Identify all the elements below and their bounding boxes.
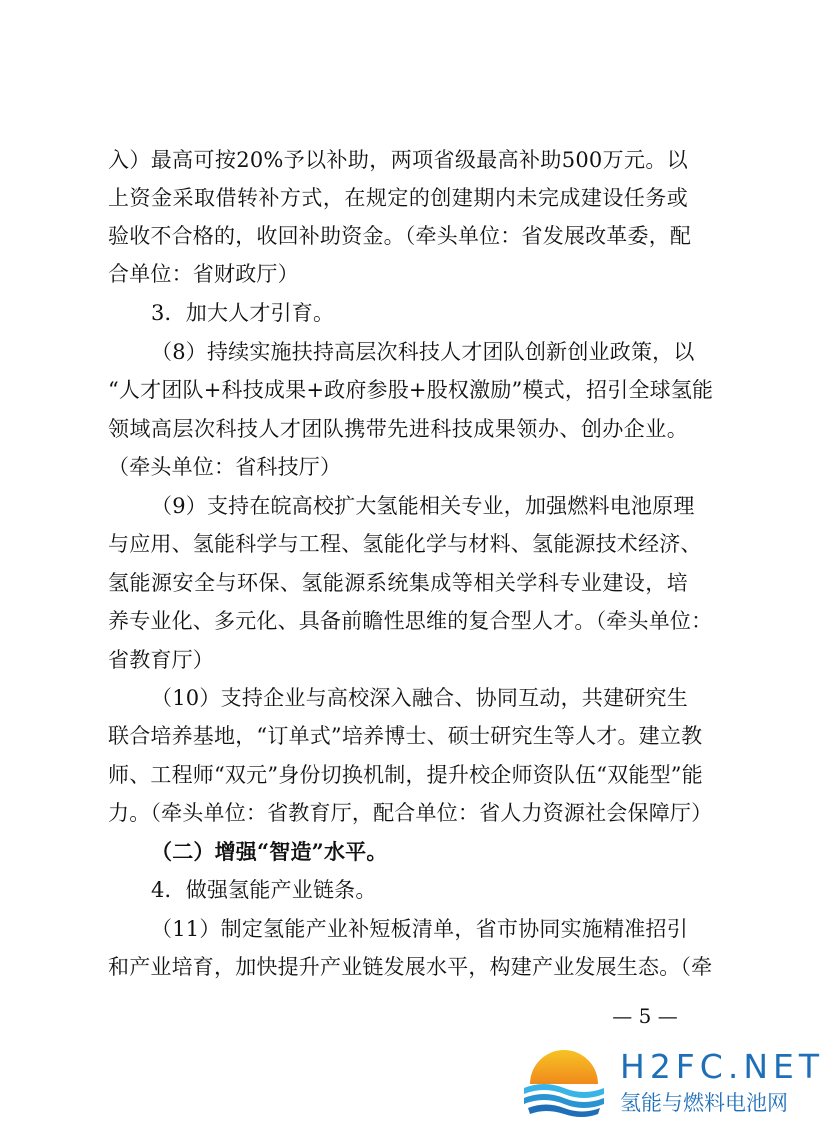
section-heading-2: （二）增强“智造”水平。 [151,839,388,864]
body-line-18: 力。（牵头单位：省教育厅，配合单位：省人力资源社会保障厅） [108,801,713,825]
body-line-16: 联合培养基地，“订单式”培养博士、硕士研究生等人才。建立教 [108,724,703,748]
body-line-8: 领域高层次科技人才团队携带先进科技成果领办、创办企业。 [108,417,688,441]
watermark-subtitle: 氢能与燃料电池网 [620,1091,788,1115]
body-line-10: （9）支持在皖高校扩大氢能相关专业，加强燃料电池原理 [151,494,695,518]
section-heading-4: 4．做强氢能产业链条。 [151,878,377,902]
body-line-11: 与应用、氢能科学与工程、氢能化学与材料、氢能源技术经济、 [108,532,702,556]
body-line-15: （10）支持企业与高校深入融合、协同互动，共建研究生 [151,686,688,710]
page-number: — 5 — [612,1004,678,1028]
watermark-brand: H2FC.NET [620,1047,824,1086]
body-line-3: 验收不合格的，收回补助资金。（牵头单位：省发展改革委，配 [108,224,692,248]
body-line-21: （11）制定氢能产业补短板清单，省市协同实施精准招引 [151,917,688,941]
body-line-14: 省教育厅） [108,648,214,672]
body-line-17: 师、工程师“双元”身份切换机制，提升校企师资队伍“双能型”能 [108,763,703,787]
body-line-22: 和产业培育，加快提升产业链发展水平，构建产业发展生态。（牵 [108,955,713,979]
watermark [508,1040,824,1123]
body-line-1: 入）最高可按20%予以补助，两项省级最高补助500万元。以 [108,148,688,172]
body-line-2: 上资金采取借转补方式，在规定的创建期内未完成建设任务或 [108,186,688,210]
sun-over-waves-logo-icon [518,1044,610,1122]
body-line-7: “人才团队+科技成果+政府参股+股权激励”模式，招引全球氢能 [108,378,714,402]
section-heading-3: 3．加大人才引育。 [151,301,335,325]
body-line-6: （8）持续实施扶持高层次科技人才团队创新创业政策，以 [151,340,695,364]
body-line-12: 氢能源安全与环保、氢能源系统集成等相关学科专业建设，培 [108,571,688,595]
body-line-9: （牵头单位：省科技厅） [108,455,342,479]
body-line-13: 养专业化、多元化、具备前瞻性思维的复合型人才。（牵头单位： [108,609,713,633]
body-line-4: 合单位：省财政厅） [108,262,299,286]
